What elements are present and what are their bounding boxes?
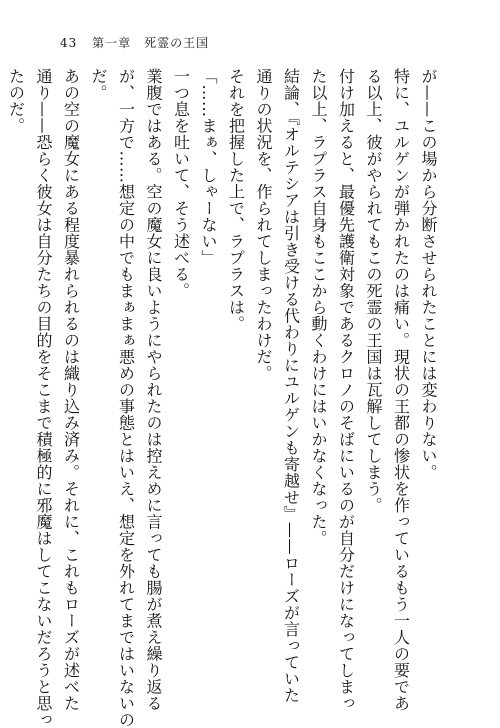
text-line: 業腹ではある。空の魔女に良いようにやられたのは控えめに言っても腸が煮え繰り返る — [144, 68, 163, 712]
text-line: 「……まぁ、しゃーない」 — [199, 68, 218, 266]
page-header — [60, 34, 209, 51]
text-line — [0, 68, 2, 668]
text-line: それを把握した上で、ラプラスは。 — [226, 68, 246, 332]
text-line: が、一方で……想定の中でもまぁまぁ悪めの事態とはいえ、想定を外れてまではいないの — [116, 68, 136, 728]
text-line: た以上、ラプラス自身もここから動くわけにはいかなくなった。 — [309, 68, 328, 547]
text-line: る以上、彼がやられてもこの死霊の王国は瓦解してしまう。 — [364, 68, 383, 514]
vertical-text-body — [6, 68, 442, 728]
text-line: 結論、『オルテシアは引き受ける代わりにユルゲンも寄越せ』——ローズが言っていた — [281, 68, 301, 704]
text-line: 通り——恐らく彼女は自分たちの目的をそこまで積極的に邪魔はしてこないだろうと思っ — [34, 68, 53, 728]
text-line: 特に、ユルゲンが弾かれたのは痛い。現状の王都の惨状を作っているもう一人の要であ — [391, 68, 411, 712]
text-line: が——この場から分断させられたことには変わりない。 — [419, 68, 438, 481]
chapter-title: 第一章 死霊の王国 — [92, 36, 210, 50]
text-line: たのだ。 — [6, 68, 26, 134]
text-line: 一つ息を吐いて、そう述べる。 — [171, 68, 191, 299]
text-line: だ。 — [89, 68, 108, 101]
page-number: 43 — [60, 36, 78, 50]
text-line: あの空の魔女にある程度暴れられるのは織り込み済み。それに、これもローズが述べた — [61, 68, 81, 712]
text-line: 付け加えると、最優先護衛対象であるクロノのそばにいるのが自分だけになってしまっ — [336, 68, 356, 712]
text-line: 通りの状況を、作られてしまったわけだ。 — [254, 68, 273, 382]
